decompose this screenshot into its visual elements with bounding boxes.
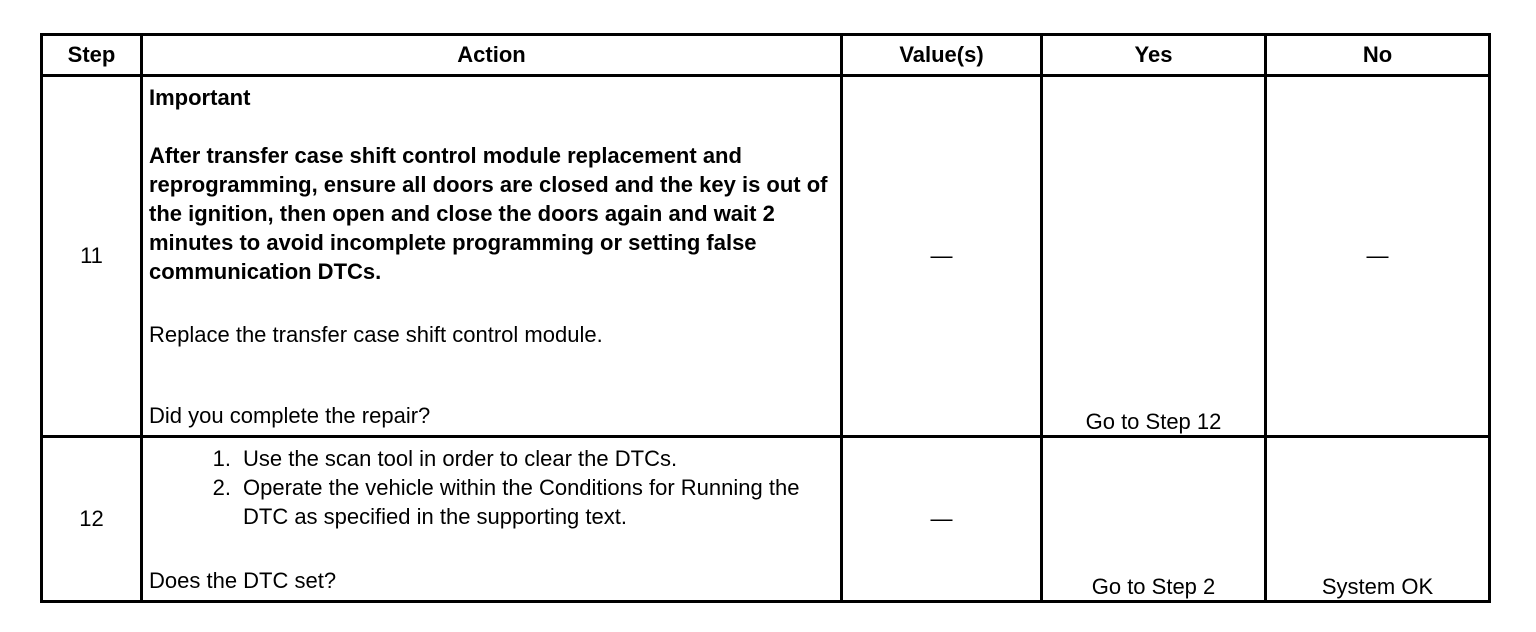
action-instruction: Replace the transfer case shift control module. — [149, 322, 603, 347]
no-cell: — — [1266, 76, 1490, 437]
header-no: No — [1266, 35, 1490, 76]
no-cell: System OK — [1266, 437, 1490, 602]
table-row — [42, 437, 1490, 602]
header-step: Step — [42, 35, 142, 76]
step-number: 11 — [42, 76, 142, 437]
action-steps-list — [149, 444, 834, 531]
header-values: Value(s) — [842, 35, 1042, 76]
list-item — [149, 473, 834, 531]
step-number: 12 — [42, 437, 142, 602]
action-question: Does the DTC set? — [149, 568, 337, 593]
yes-cell: Go to Step 2 — [1042, 437, 1266, 602]
action-cell — [142, 76, 842, 437]
list-item — [149, 444, 834, 473]
list-item-number: 1. — [212, 446, 231, 471]
action-cell — [142, 437, 842, 602]
important-title: Important — [149, 85, 251, 110]
value-cell: — — [842, 76, 1042, 437]
list-item-number: 2. — [212, 475, 231, 500]
yes-cell: Go to Step 12 — [1042, 76, 1266, 437]
table-row — [42, 76, 1490, 437]
header-row — [42, 35, 1490, 76]
value-cell: — — [842, 437, 1042, 602]
action-question: Did you complete the repair? — [149, 403, 431, 428]
important-note: After transfer case shift control module replacement and reprogramming, ensure all doors are closed and the key is out of the ignition, then open and close the doors again and wait 2 minutes to avoid incomplete programming or setting false communication DTCs. — [149, 143, 828, 284]
list-item-text: Operate the vehicle within the Conditions for Running the DTC as specified in the supporting text. — [243, 475, 800, 529]
header-yes: Yes — [1042, 35, 1266, 76]
list-item-text: Use the scan tool in order to clear the DTCs. — [243, 446, 678, 471]
header-action: Action — [142, 35, 842, 76]
diagnostic-table — [40, 33, 1491, 603]
